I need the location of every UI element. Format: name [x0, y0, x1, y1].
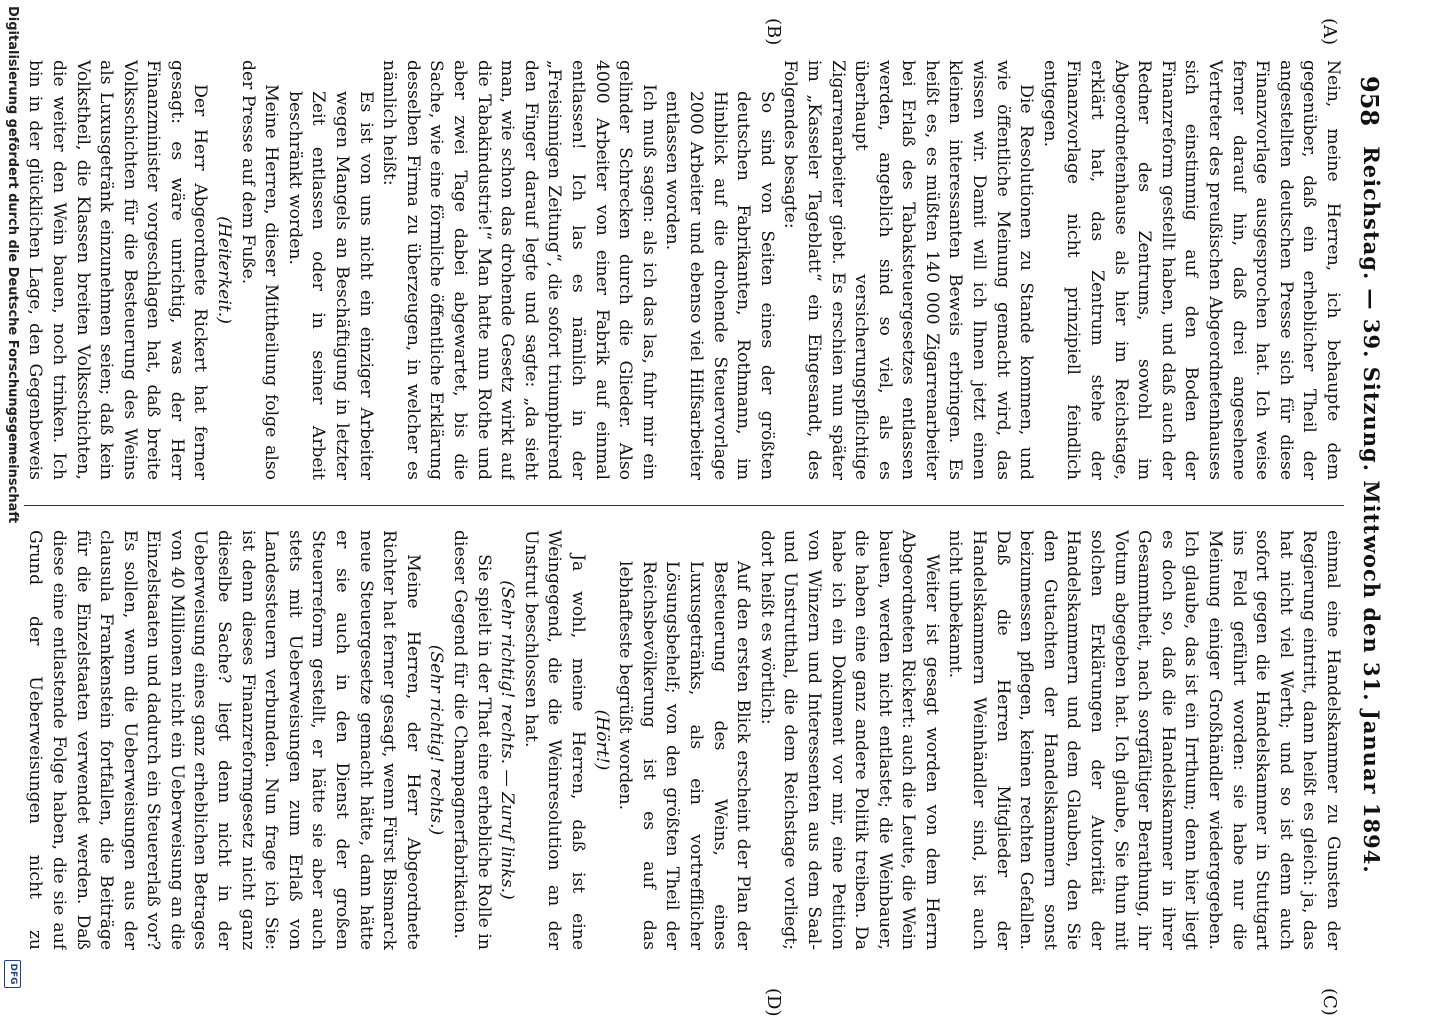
margin-marker-d: (D) [763, 988, 784, 1016]
text-columns [14, 18, 1344, 1016]
paragraph: Der Herr Abgeordnete Rickert hat ferner gesagt: es wäre unrichtig, was der Herr Finanzminister vorgeschlagen hat, daß breite Volksschichten für die Besteuerung des Weins als Luxusgetränk einzunehmen seien; daß kein Volkstheil, die Klassen breiten Volksschichten, die weiter den Wein bauen, noch trinken. Ich bin in der glücklichen Lage, den Gegenbeweis [25, 60, 211, 480]
paragraph: Nein, meine Herren, ich behaupte dem gegenüber, daß ein erheblicher Theil der angestellten deutschen Presse sich für diese Finanzvorlage ausgesprochen hat. Ich weise ferner darauf hin, daß drei angesehene Vertreter des preußischen Abgeordnetenhauses sich einstimmig auf den Boden der Finanzreform gestellt haben, und daß auch der Redner des Zentrums, sowohl im Abgeordnetenhause als hier im Reichstage, erklärt hat, das Zentrum stehe der Finanzvorlage nicht prinzipiell feindlich entgegen. [1039, 60, 1343, 480]
margin-marker-c: (C) [1319, 988, 1340, 1016]
quotation: Auf den ersten Blick erscheint der Plan der Besteuerung des Weins, eines Luxusgetränks, als ein vortrefflicher Lösungsbehelf; von den größten Theil der Reichsbevölkerung ist es auf das lebhafteste begrüßt worden. [615, 560, 754, 950]
paragraph: Ich muß sagen: als ich das las, fuhr mir ein gelinder Schrecken durch die Glieder. Also 4000 Arbeiter von einer Fabrik auf einmal entlassen! Ich las es nämlich in der „Freisinnigen Zeitung“, die sofort triumphirend den Finger darauf legte und sagte: „da sieht man, wie schon das drohende Gesetz wirkt auf die Tabakindustrie!“ Man hatte nun Rothe und aber zwei Tage dabei abgewartet, bis die Sache, wie eine förmliche öffentliche Erklärung desselben Firma zu überzeugen, in welcher es nämlich heißt: [379, 60, 659, 480]
right-column [24, 530, 1344, 950]
interjection: (Sehr richtig! rechts. — Zuruf links.) [497, 580, 518, 900]
interjection: (Hört!) [591, 709, 612, 771]
paragraph: Weiter ist gesagt worden von dem Herrn Abgeordneten Rickert: auch die Leute, die Wein bauen, werden nicht entlastet; die Weinbauer, die haben eine ganz andere Politik treiben. Da habe ich ein Dokument vor mir, eine Petition von Winzern und Interessenten aus dem Saal- und Unstrutthal, die dem Reichstage vorliegt; dort heißt es wörtlich: [756, 530, 942, 950]
paragraph: Die Resolutionen zu Stande kommen, und wie öffentliche Meinung gemacht wird, das wissen wir. Damit will ich Ihnen jetzt einen kleinen interessanten Beweis erbringen. Es heißt es, es müßten 140 000 Zigarrenarbeiter bei Erlaß des Tabaksteuergesetzes entlassen werden, angeblich sind so viel, als es überhaupt versicherungspflichtige Zigarrenarbeiter giebt. Es erschien nun später im „Kasseler Tageblatt“ ein Eingesandt, des Folgendes besagte: [780, 60, 1037, 480]
paragraph: Meine Herren, dieser Mittheilung folge also der Presse auf dem Fuße. [237, 60, 282, 480]
margin-marker-b: (B) [763, 18, 784, 46]
paragraph: einmal eine Handelskammer zu Gunsten der Regierung eintritt, dann heißt es gleich: ja, das hat nicht viel Werth; und so ist denn auch sofort gegen die Handelskammer in Stuttgart ins Feld geführt worden: sie habe nur die Meinung einiger Großhändler wiedergegeben. Ich glaube, das ist ein Irrthum; denn hier liegt es doch so, daß die Handelskammer in ihrer Gesammtheit, nach sorgfältiger Berathung, ihr Votum abgegeben hat. Ich glaube, Sie thun mit solchen Erklärungen der Autorität der Handelskammern und dem Glauben, den Sie den Gutachten der Handelskammern sonst beizumessen pflegen, keinen rechten Gefallen. Daß die Herren Mitglieder der Handelskammern Weinhändler sind, ist auch nicht unbekannt. [945, 530, 1343, 950]
interjection: (Sehr richtig! rechts.) [426, 644, 447, 836]
paragraph: Sie spielt in der That eine erhebliche Rolle in dieser Gegend für die Champagnerfabrikation. [450, 530, 494, 950]
running-head: Reichstag. — 39. Sitzung. Mittwoch den 31. Januar 1894. [1359, 146, 1384, 874]
page-header [1354, 60, 1394, 960]
quotation: So sind von Seiten eines der größten deutschen Fabrikanten, Rothmann, im Hinblick auf die drohende Steuervorlage 2000 Arbeiter und ebenso viel Hilfsarbeiter entlassen worden. [662, 90, 777, 480]
digitization-credit: Digitalisierung gefördert durch die Deutsche Forschungsgemeinschaft [5, 6, 20, 524]
paragraph: Ja wohl, meine Herren, daß ist eine Weingegend, die die Weinresolution an der Unstrut beschlossen hat. [520, 530, 588, 950]
page-footer [0, 0, 20, 1000]
interjection: (Heiterkeit.) [214, 216, 235, 324]
column-divider [24, 505, 1344, 506]
page-number: 958 [1355, 76, 1384, 127]
dfg-logo: DFG [4, 960, 21, 988]
quotation: Es ist von uns nicht ein einziger Arbeiter wegen Mangels an Beschäftigung in letzter Zeit entlassen oder in seiner Arbeit beschränkt worden. [284, 90, 376, 480]
paragraph: Meine Herren, der Herr Abgeordnete Richter hat ferner gesagt, wenn Fürst Bismarck neue Steuergesetze gemacht hätte, dann hätte er sie auch in den Dienst der großen Steuerreform gestellt, er hätte sie aber auch stets mit Ueberweisungen zum Erlaß von Landessteuern verbunden. Nun frage ich Sie: ist denn dieses Finanzreformgesetz nicht ganz dieselbe Sache? liegt denn nicht in der Ueberweisung eines ganz erheblichen Betrages von 40 Millionen nicht ein Ueberweisung an die Einzelstaaten und dadurch ein Steuererlaß vor? Es sollen, wenn die Ueberweisungen aus der clausula Frankenstein fortfallen, die Beiträge für die Einzelstaaten verwendet werden. Daß diese eine entlastende Folge haben, die sie auf Grund der Ueberweisungen nicht zu [25, 530, 423, 950]
left-column [24, 60, 1344, 480]
margin-marker-a: (A) [1319, 18, 1340, 46]
